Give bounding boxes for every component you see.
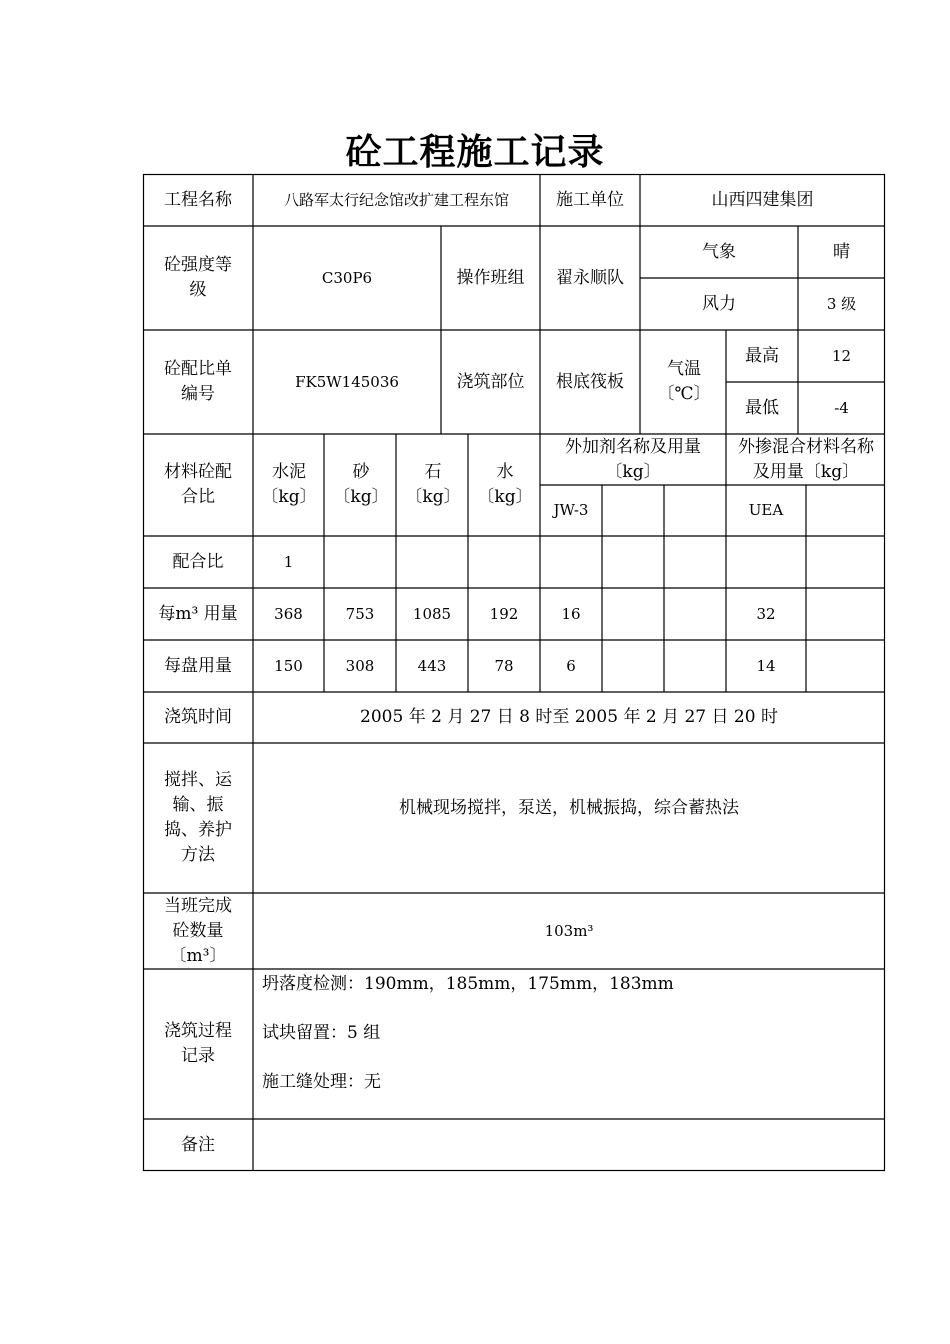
value-notes [253, 1119, 885, 1171]
label-temperature: 气温〔℃〕 [657, 359, 711, 404]
per-batch-cement: 150 [274, 656, 303, 675]
label-construction-unit: 施工单位 [556, 189, 624, 210]
header-admixture: 外加剂名称及用量〔kg〕 [565, 436, 701, 482]
value-construction-unit: 山西四建集团 [711, 189, 814, 210]
value-admixture-name: JW-3 [553, 501, 589, 519]
process-record-specimens: 试块留置：5 组 [262, 1023, 381, 1043]
value-operating-team: 翟永顺队 [556, 267, 624, 288]
header-external-mix: 外掺混合材料名称及用量〔kg〕 [738, 436, 874, 482]
label-per-batch: 每盘用量 [164, 655, 232, 676]
value-project-name: 八路军太行纪念馆改扩建工程东馆 [283, 190, 509, 209]
label-strength-grade: 砼强度等级 [164, 255, 232, 300]
per-batch-water: 78 [494, 656, 514, 675]
process-record-list [262, 972, 862, 1119]
label-method: 搅拌、运输、振捣、养护方法 [164, 770, 232, 865]
label-material-mix: 材料砼配合比 [164, 462, 232, 507]
label-pour-time: 浇筑时间 [164, 707, 232, 727]
page-title: 砼工程施工记录 [345, 131, 605, 173]
per-m3-admixture: 16 [561, 604, 581, 623]
value-weather: 晴 [833, 241, 850, 262]
label-weather: 气象 [702, 241, 736, 262]
header-cement: 水泥〔kg〕 [261, 462, 317, 507]
header-sand: 砂〔kg〕 [333, 462, 389, 507]
label-temp-high: 最高 [745, 345, 779, 366]
value-mix-number: FK5W145036 [295, 372, 399, 391]
value-external-name: UEA [748, 501, 784, 519]
value-shift-volume: 103m³ [544, 921, 594, 940]
per-batch-external: 14 [756, 656, 776, 675]
process-record-slump: 坍落度检测：190mm，185mm，175mm，183mm [262, 974, 674, 994]
value-strength-grade: C30P6 [321, 268, 373, 287]
label-wind: 风力 [702, 293, 736, 314]
value-pour-time: 2005 年 2 月 27 日 8 时至 2005 年 2 月 27 日 20 时 [360, 707, 778, 727]
per-batch-stone: 443 [417, 656, 447, 675]
header-water: 水〔kg〕 [477, 462, 533, 507]
per-m3-cement: 368 [274, 604, 303, 623]
label-project-name: 工程名称 [164, 189, 232, 210]
value-method: 机械现场搅拌，泵送，机械振捣，综合蓄热法 [399, 797, 739, 818]
value-temp-high: 12 [831, 346, 852, 365]
label-mix-number: 砼配比单编号 [164, 359, 232, 404]
process-record-joint: 施工缝处理：无 [262, 1072, 381, 1092]
per-m3-external: 32 [756, 604, 776, 623]
per-batch-admixture: 6 [566, 656, 576, 675]
label-notes: 备注 [181, 1134, 215, 1155]
label-process-record: 浇筑过程记录 [164, 1021, 232, 1066]
label-shift-volume: 当班完成砼数量〔m³〕 [164, 895, 232, 966]
label-operating-team: 操作班组 [456, 267, 525, 288]
per-m3-sand: 753 [345, 604, 375, 623]
value-pour-location: 根底筏板 [556, 371, 624, 392]
header-stone: 石〔kg〕 [405, 462, 461, 507]
value-wind: 3 级 [826, 294, 857, 313]
value-temp-low: -4 [834, 398, 849, 417]
label-pour-location: 浇筑部位 [456, 371, 525, 392]
per-m3-water: 192 [489, 604, 519, 623]
label-per-m3: 每m³ 用量 [158, 603, 238, 624]
label-temp-low: 最低 [745, 397, 779, 418]
label-mix-ratio: 配合比 [172, 551, 224, 572]
value-mix-ratio-cement: 1 [283, 552, 294, 571]
per-batch-sand: 308 [345, 656, 375, 675]
per-m3-stone: 1085 [412, 604, 452, 623]
